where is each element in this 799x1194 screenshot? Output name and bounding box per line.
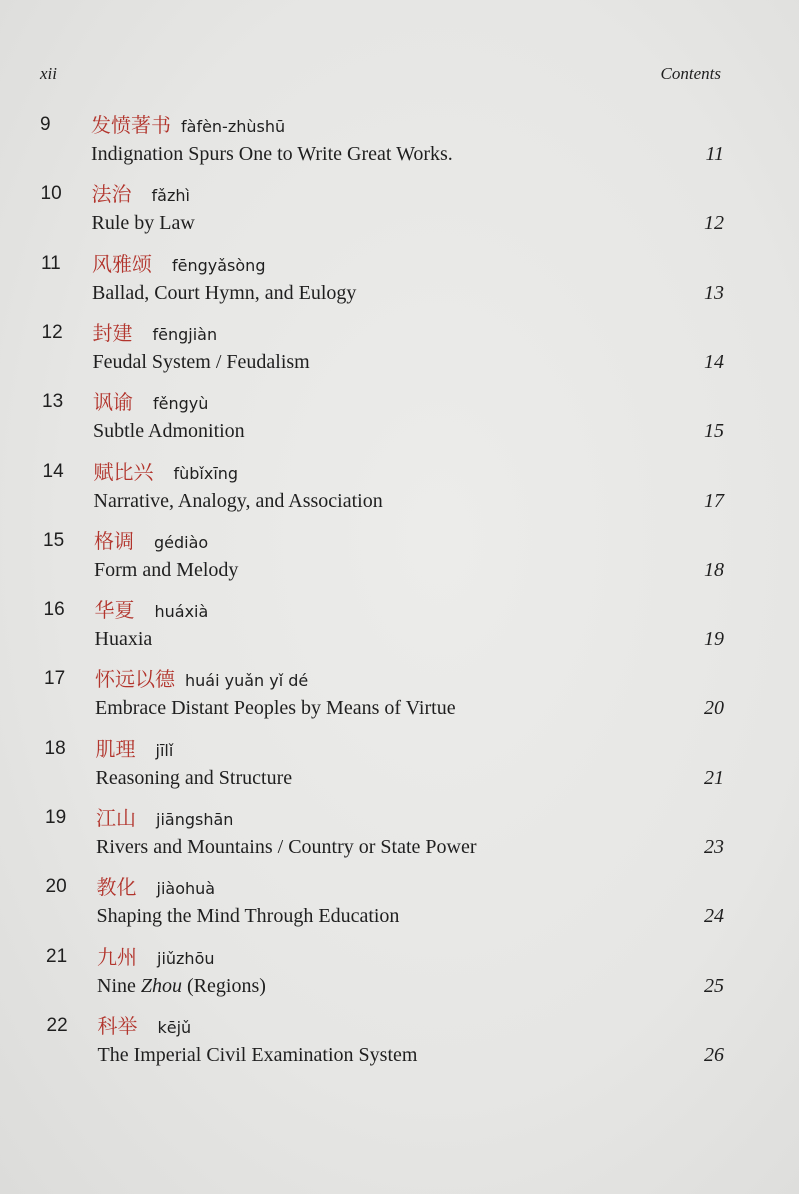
entry-english-text: Ballad, Court Hymn, and Eulogy <box>92 281 357 304</box>
entry-english-title <box>93 351 310 373</box>
entry-page-number: 17 <box>704 489 724 512</box>
entry-number: 9 <box>40 114 51 135</box>
contents-entry <box>42 319 725 377</box>
entry-english-title <box>95 628 153 650</box>
entry-headword-line <box>46 873 725 901</box>
entry-title-line <box>45 832 724 862</box>
entry-english-text: Indignation Spurs One to Write Great Works. <box>91 143 453 165</box>
entry-english-text: Shaping the Mind Through Education <box>96 905 400 928</box>
entry-pinyin: fǎzhì <box>151 186 190 206</box>
entry-title-line <box>45 763 725 793</box>
contents-entry <box>46 943 724 1001</box>
entry-number: 15 <box>43 529 65 551</box>
contents-entry <box>45 804 724 862</box>
contents-entry <box>42 388 724 446</box>
entry-hanzi: 发愤著书 <box>91 113 171 137</box>
contents-entry <box>43 527 724 585</box>
entry-number: 13 <box>42 391 64 413</box>
entry-number: 21 <box>46 945 68 967</box>
entry-hanzi: 赋比兴 <box>93 459 154 484</box>
entry-english-title <box>92 212 195 234</box>
entry-page-number: 21 <box>704 766 724 789</box>
contents-entry <box>45 735 725 793</box>
entry-hanzi: 格调 <box>94 528 134 553</box>
entry-title-line <box>43 555 724 585</box>
entry-number: 11 <box>41 252 61 274</box>
contents-entry <box>47 1012 725 1070</box>
entry-pinyin: fěngyù <box>153 394 209 414</box>
entry-english-text: Huaxia <box>94 628 153 651</box>
entry-title-line <box>42 347 725 377</box>
entry-number: 19 <box>45 807 67 828</box>
entry-pinyin: fàfèn-zhùshū <box>181 117 286 136</box>
entry-english-text: Nine <box>97 974 141 997</box>
contents-entry <box>43 458 725 516</box>
entry-hanzi: 九州 <box>97 944 137 969</box>
entry-english-text: Zhou <box>140 974 183 997</box>
entry-page-number: 13 <box>704 281 724 304</box>
entry-headword-line <box>43 527 724 555</box>
entry-pinyin: jiāngshān <box>156 810 234 829</box>
entry-english-title <box>95 697 456 719</box>
page-folio: xii <box>40 64 57 83</box>
entry-headword-line <box>46 943 724 971</box>
entry-english-title <box>93 420 245 442</box>
entry-headword-line <box>43 458 725 486</box>
entry-hanzi: 肌理 <box>95 736 136 761</box>
entry-number: 14 <box>42 460 64 482</box>
entry-pinyin: jiǔzhōu <box>157 948 215 968</box>
entry-hanzi: 怀远以德 <box>95 667 175 692</box>
entry-english-text: Narrative, Analogy, and Association <box>93 489 383 512</box>
contents-entry <box>41 180 725 238</box>
entry-hanzi: 封建 <box>92 320 133 345</box>
entry-pinyin: fēngjiàn <box>152 324 218 344</box>
entry-pinyin: fùbǐxīng <box>173 463 239 483</box>
entry-page-number: 18 <box>704 558 724 581</box>
entry-title-line <box>46 901 725 931</box>
entry-pinyin: huái yuǎn yǐ dé <box>185 671 309 691</box>
entry-headword-line <box>44 665 724 693</box>
entry-page-number: 20 <box>704 697 724 720</box>
contents-entry <box>44 596 725 654</box>
contents-entry <box>41 250 724 308</box>
contents-entry <box>40 111 724 169</box>
entry-hanzi: 科举 <box>97 1013 138 1038</box>
entry-pinyin: jīlǐ <box>155 740 174 760</box>
entry-english-title <box>97 975 266 997</box>
entry-english-text: Reasoning and Structure <box>95 766 293 789</box>
entry-headword-line <box>42 319 725 347</box>
entry-headword-line <box>47 1012 725 1040</box>
entry-title-line <box>43 486 725 516</box>
entry-title-line <box>46 971 724 1001</box>
entry-english-text: Form and Melody <box>94 558 239 581</box>
entry-english-text: Feudal System / Feudalism <box>92 350 310 373</box>
entry-title-line <box>42 416 724 446</box>
entry-headword-line <box>44 596 725 624</box>
entry-english-text: Subtle Admonition <box>93 420 245 443</box>
entry-number: 18 <box>44 737 66 759</box>
entry-number: 20 <box>45 876 67 898</box>
entry-title-line <box>41 278 724 308</box>
entry-english-text: Rivers and Mountains / Country or State Power <box>96 836 477 858</box>
entry-hanzi: 法治 <box>91 182 132 207</box>
running-head-title: Contents <box>660 64 721 83</box>
entry-page-number: 12 <box>704 212 724 235</box>
entry-title-line <box>47 1040 725 1070</box>
entry-headword-line <box>45 735 725 763</box>
entry-pinyin: fēngyǎsòng <box>172 255 266 275</box>
entry-pinyin: gédiào <box>154 532 209 552</box>
entry-number: 12 <box>41 321 63 343</box>
entry-hanzi: 讽谕 <box>93 390 133 415</box>
entry-number: 17 <box>44 668 66 690</box>
contents-entry <box>46 873 725 931</box>
entry-english-title <box>96 767 293 789</box>
entry-page-number: 19 <box>704 628 724 651</box>
entry-headword-line <box>41 180 725 208</box>
entry-pinyin: huáxià <box>154 602 209 622</box>
entry-headword-line <box>45 804 724 832</box>
entry-hanzi: 江山 <box>96 806 136 830</box>
entry-title-line <box>44 693 724 723</box>
entry-english-text: (Regions) <box>182 974 266 997</box>
entry-headword-line <box>40 111 724 139</box>
entry-hanzi: 风雅颂 <box>92 251 152 276</box>
entry-english-title <box>97 905 400 927</box>
entry-english-title <box>91 143 453 165</box>
entry-english-text: Embrace Distant Peoples by Means of Virtue <box>95 697 456 720</box>
entry-page-number: 11 <box>705 143 724 165</box>
entry-page-number: 24 <box>704 905 724 928</box>
entry-number: 22 <box>46 1014 68 1036</box>
entry-english-title <box>96 836 477 858</box>
entry-english-title <box>94 559 238 581</box>
entry-english-text: The Imperial Civil Examination System <box>97 1043 418 1066</box>
entry-english-text: Rule by Law <box>91 212 195 235</box>
entry-english-title <box>94 490 383 512</box>
entry-hanzi: 华夏 <box>94 598 135 623</box>
entry-english-title <box>92 282 356 304</box>
entry-page-number: 14 <box>704 350 724 373</box>
contents-entry <box>44 665 724 723</box>
entry-page-number: 26 <box>704 1043 724 1066</box>
entry-hanzi: 教化 <box>96 875 137 900</box>
entry-pinyin: kējǔ <box>157 1017 192 1037</box>
entry-title-line <box>44 624 725 654</box>
entry-headword-line <box>41 250 724 278</box>
entry-page-number: 23 <box>704 836 724 858</box>
entry-number: 10 <box>40 183 62 205</box>
entry-title-line <box>40 139 724 169</box>
entry-pinyin: jiàohuà <box>156 879 216 899</box>
entry-english-title <box>98 1044 418 1066</box>
entry-headword-line <box>42 388 724 416</box>
entry-number: 16 <box>43 599 65 621</box>
entry-page-number: 15 <box>704 420 724 443</box>
entry-page-number: 25 <box>704 974 724 997</box>
entry-title-line <box>41 208 725 238</box>
